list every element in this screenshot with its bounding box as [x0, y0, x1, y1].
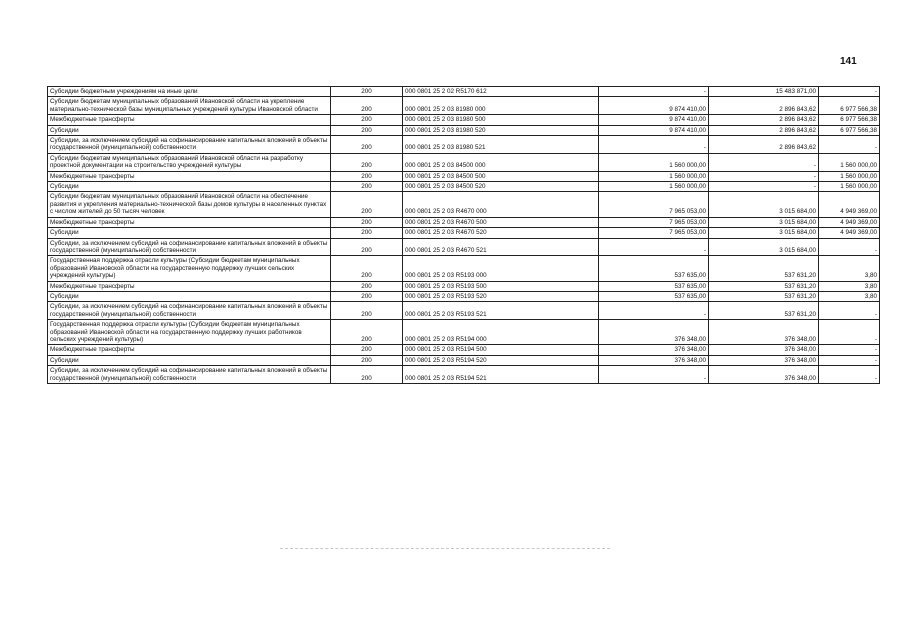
row-amount-1: 376 348,00	[599, 320, 709, 345]
row-code: 200	[331, 281, 403, 291]
row-amount-2: 376 348,00	[709, 355, 819, 365]
row-classification: 000 0801 25 2 03 84500 520	[403, 182, 599, 192]
row-amount-3: 3,80	[819, 291, 880, 301]
row-amount-3: 4 949 369,00	[819, 192, 880, 217]
table-row	[48, 182, 880, 192]
row-code: 200	[331, 115, 403, 125]
row-amount-3: -	[819, 355, 880, 365]
row-amount-2: -	[709, 182, 819, 192]
row-amount-1: 376 348,00	[599, 345, 709, 355]
row-classification: 000 0801 25 2 03 R4670 500	[403, 217, 599, 227]
row-classification: 000 0801 25 2 03 81980 521	[403, 136, 599, 154]
row-amount-3: 3,80	[819, 281, 880, 291]
row-amount-1: 537 635,00	[599, 291, 709, 301]
row-classification: 000 0801 25 2 03 84500 500	[403, 171, 599, 181]
row-amount-1: 1 560 000,00	[599, 153, 709, 171]
row-amount-3: -	[819, 345, 880, 355]
row-amount-2: 3 015 684,00	[709, 238, 819, 256]
row-name: Государственная поддержка отрасли культуры (Субсидии бюджетам муниципальных образований Ивановской области на государственную поддержку лучших работников сельских учреждений культуры)	[48, 320, 331, 345]
row-code: 200	[331, 217, 403, 227]
row-name: Субсидии, за исключением субсидий на софинансирование капитальных вложений в объекты государственной (муниципальной) собственности	[48, 136, 331, 154]
row-amount-2: 537 631,20	[709, 302, 819, 320]
row-amount-1: -	[599, 87, 709, 97]
row-classification: 000 0801 25 2 03 R5194 520	[403, 355, 599, 365]
row-name: Государственная поддержка отрасли культуры (Субсидии бюджетам муниципальных образований Ивановской области на государственную поддержку лучших сельских учреждений культуры)	[48, 256, 331, 281]
row-classification: 000 0801 25 2 03 R5194 500	[403, 345, 599, 355]
table-row	[48, 171, 880, 181]
row-amount-2: 2 896 843,62	[709, 115, 819, 125]
row-code: 200	[331, 238, 403, 256]
row-classification: 000 0801 25 2 03 R5193 500	[403, 281, 599, 291]
row-amount-2: 376 348,00	[709, 320, 819, 345]
row-amount-2: 537 631,20	[709, 291, 819, 301]
row-amount-2: 2 896 843,62	[709, 125, 819, 135]
row-code: 200	[331, 97, 403, 115]
table-row	[48, 345, 880, 355]
row-amount-3: -	[819, 238, 880, 256]
row-name: Субсидии	[48, 291, 331, 301]
row-amount-1: 9 874 410,00	[599, 115, 709, 125]
row-name: Межбюджетные трансферты	[48, 217, 331, 227]
row-name: Субсидии бюджетным учреждениям на иные цели	[48, 87, 331, 97]
row-classification: 000 0801 25 2 03 81980 500	[403, 115, 599, 125]
row-amount-3: 1 560 000,00	[819, 182, 880, 192]
table-row	[48, 192, 880, 217]
row-amount-3: 1 560 000,00	[819, 153, 880, 171]
row-name: Субсидии бюджетам муниципальных образований Ивановской области на обеспечение развития и укрепления материально-технической базы домов культуры в населенных пунктах с числом жителей до 50 тысяч человек	[48, 192, 331, 217]
table-row	[48, 228, 880, 238]
row-code: 200	[331, 192, 403, 217]
row-name: Субсидии бюджетам муниципальных образований Ивановской области на разработку проектной документации на строительство учреждений культуры	[48, 153, 331, 171]
row-name: Субсидии, за исключением субсидий на софинансирование капитальных вложений в объекты государственной (муниципальной) собственности	[48, 238, 331, 256]
row-code: 200	[331, 291, 403, 301]
table-row	[48, 302, 880, 320]
row-amount-3: 4 949 369,00	[819, 228, 880, 238]
row-code: 200	[331, 87, 403, 97]
row-amount-3: 6 977 566,38	[819, 125, 880, 135]
row-amount-1: 9 874 410,00	[599, 97, 709, 115]
table-row	[48, 153, 880, 171]
row-code: 200	[331, 136, 403, 154]
row-amount-3: 6 977 566,38	[819, 115, 880, 125]
row-name: Субсидии	[48, 355, 331, 365]
page-number: 141	[840, 56, 857, 67]
row-classification: 000 0801 25 2 03 R5193 000	[403, 256, 599, 281]
row-amount-2: 3 015 684,00	[709, 217, 819, 227]
row-amount-1: -	[599, 302, 709, 320]
row-name: Субсидии	[48, 125, 331, 135]
row-amount-1: 537 635,00	[599, 256, 709, 281]
row-classification: 000 0801 25 2 03 R5193 520	[403, 291, 599, 301]
table-row	[48, 136, 880, 154]
table-row	[48, 366, 880, 384]
row-classification: 000 0801 25 2 03 81980 000	[403, 97, 599, 115]
table-row	[48, 355, 880, 365]
row-amount-3: -	[819, 320, 880, 345]
row-name: Межбюджетные трансферты	[48, 345, 331, 355]
row-amount-1: 7 965 053,00	[599, 228, 709, 238]
row-amount-1: -	[599, 238, 709, 256]
row-code: 200	[331, 182, 403, 192]
row-amount-3: 1 560 000,00	[819, 171, 880, 181]
row-amount-1: 7 965 053,00	[599, 217, 709, 227]
table-row	[48, 238, 880, 256]
table-row	[48, 97, 880, 115]
row-amount-2: 3 015 684,00	[709, 192, 819, 217]
row-amount-3: -	[819, 302, 880, 320]
row-amount-2: 2 896 843,62	[709, 97, 819, 115]
row-amount-2: 537 631,20	[709, 281, 819, 291]
row-name: Субсидии	[48, 228, 331, 238]
row-classification: 000 0801 25 2 03 R5193 521	[403, 302, 599, 320]
row-amount-3: -	[819, 87, 880, 97]
row-classification: 000 0801 25 2 03 R4670 521	[403, 238, 599, 256]
row-code: 200	[331, 125, 403, 135]
row-code: 200	[331, 302, 403, 320]
row-amount-2: -	[709, 153, 819, 171]
row-amount-3: -	[819, 366, 880, 384]
row-amount-3: 4 949 369,00	[819, 217, 880, 227]
row-classification: 000 0801 25 2 03 R4670 520	[403, 228, 599, 238]
row-amount-1: 1 560 000,00	[599, 171, 709, 181]
table-row	[48, 256, 880, 281]
scan-artifact-line	[280, 548, 610, 549]
row-classification: 000 0801 25 2 03 81980 520	[403, 125, 599, 135]
table-row	[48, 115, 880, 125]
table-row	[48, 125, 880, 135]
row-name: Межбюджетные трансферты	[48, 171, 331, 181]
row-amount-1: 7 965 053,00	[599, 192, 709, 217]
row-code: 200	[331, 320, 403, 345]
table-row	[48, 291, 880, 301]
row-name: Субсидии	[48, 182, 331, 192]
row-amount-1: 376 348,00	[599, 355, 709, 365]
row-code: 200	[331, 171, 403, 181]
row-name: Субсидии бюджетам муниципальных образований Ивановской области на укрепление материально-технической базы муниципальных учреждений культуры Ивановской области	[48, 97, 331, 115]
row-code: 200	[331, 228, 403, 238]
row-classification: 000 0801 25 2 03 R5194 000	[403, 320, 599, 345]
row-amount-3: -	[819, 136, 880, 154]
row-amount-2: 376 348,00	[709, 345, 819, 355]
row-amount-2: 376 348,00	[709, 366, 819, 384]
row-code: 200	[331, 366, 403, 384]
row-amount-3: 6 977 566,38	[819, 97, 880, 115]
table-row	[48, 281, 880, 291]
row-classification: 000 0801 25 2 03 84500 000	[403, 153, 599, 171]
row-name: Субсидии, за исключением субсидий на софинансирование капитальных вложений в объекты государственной (муниципальной) собственности	[48, 302, 331, 320]
row-name: Межбюджетные трансферты	[48, 115, 331, 125]
row-amount-1: -	[599, 366, 709, 384]
row-amount-3: 3,80	[819, 256, 880, 281]
row-name: Межбюджетные трансферты	[48, 281, 331, 291]
row-amount-1: 9 874 410,00	[599, 125, 709, 135]
table-row	[48, 217, 880, 227]
row-amount-2: 15 483 871,00	[709, 87, 819, 97]
row-amount-2: -	[709, 171, 819, 181]
row-amount-1: 537 635,00	[599, 281, 709, 291]
row-classification: 000 0801 25 2 03 R5194 521	[403, 366, 599, 384]
row-amount-2: 2 896 843,62	[709, 136, 819, 154]
row-code: 200	[331, 256, 403, 281]
row-amount-2: 3 015 684,00	[709, 228, 819, 238]
row-classification: 000 0801 25 2 02 R5170 612	[403, 87, 599, 97]
table-row	[48, 87, 880, 97]
row-amount-1: 1 560 000,00	[599, 182, 709, 192]
row-amount-1: -	[599, 136, 709, 154]
budget-table	[47, 86, 880, 384]
row-code: 200	[331, 345, 403, 355]
row-code: 200	[331, 355, 403, 365]
row-classification: 000 0801 25 2 03 R4670 000	[403, 192, 599, 217]
row-code: 200	[331, 153, 403, 171]
row-name: Субсидии, за исключением субсидий на софинансирование капитальных вложений в объекты государственной (муниципальной) собственности	[48, 366, 331, 384]
row-amount-2: 537 631,20	[709, 256, 819, 281]
table-row	[48, 320, 880, 345]
